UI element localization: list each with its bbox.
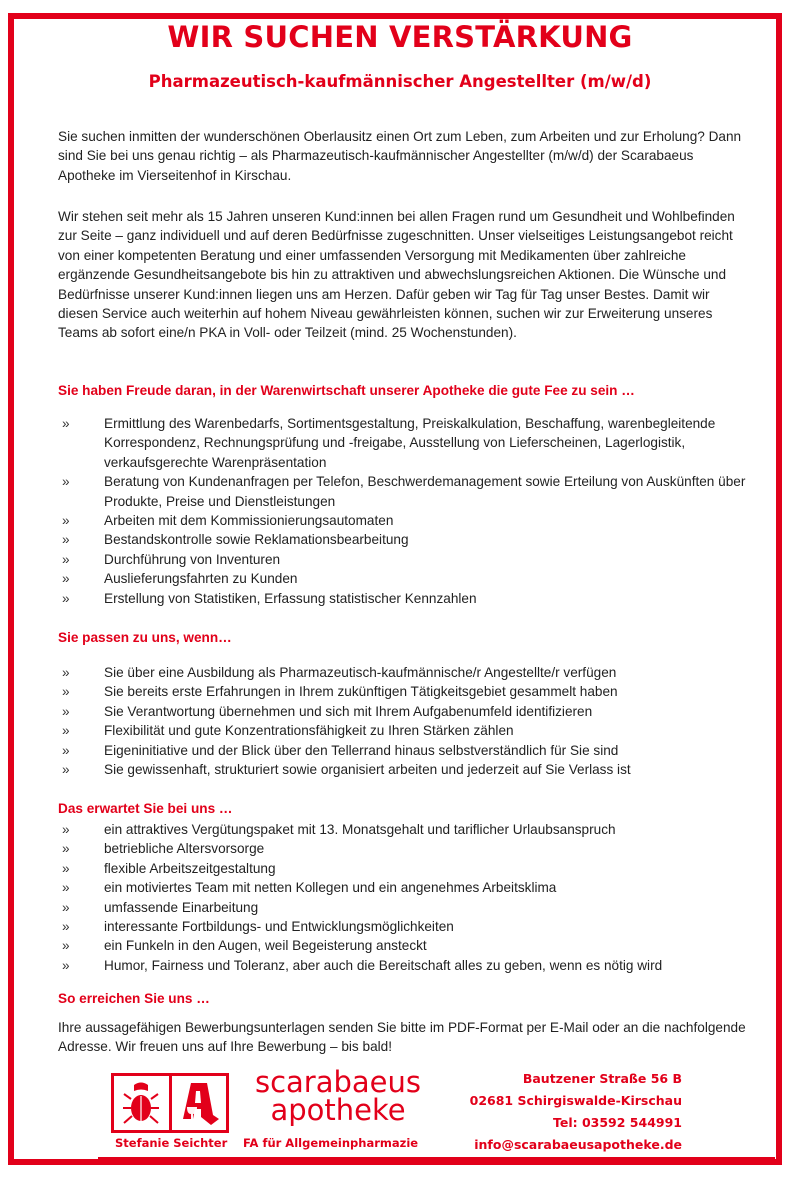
section-title-profile: Sie passen zu uns, wenn… (58, 630, 232, 645)
list-item: » Sie über eine Ausbildung als Pharmazeutisch-kaufmännische/r Angestellte/r verfügen (58, 663, 758, 682)
bullet-icon: » (62, 841, 70, 857)
bullet-icon: » (62, 899, 70, 915)
pharmacy-name: scarabaeus apotheke (254, 1065, 422, 1127)
pharmacy-logo (111, 1073, 229, 1133)
bullet-icon: » (62, 762, 70, 778)
list-item: » ein Funkeln in den Augen, weil Begeisterung ansteckt (58, 936, 758, 955)
bullet-icon: » (62, 938, 70, 954)
phone-number: Tel: 03592 544991 (552, 1115, 682, 1130)
bullet-icon: » (62, 513, 70, 529)
bullet-icon: » (62, 880, 70, 896)
apotheke-a-icon (169, 1076, 227, 1130)
tasks-list (58, 414, 758, 608)
bullet-icon: » (62, 703, 70, 719)
bullet-icon: » (62, 684, 70, 700)
list-item: » ein motiviertes Team mit netten Kollegen und ein angenehmes Arbeitsklima (58, 878, 758, 897)
bullet-icon: » (62, 723, 70, 739)
list-item: » Eigeninitiative und der Blick über den Tellerrand hinaus selbstverständlich für Sie sind (58, 741, 758, 760)
bullet-icon: » (62, 860, 70, 876)
footer-divider (98, 1157, 775, 1161)
list-item: » Sie Verantwortung übernehmen und sich mit Ihrem Aufgabenumfeld identifizieren (58, 702, 758, 721)
list-item: » Auslieferungsfahrten zu Kunden (58, 569, 758, 588)
list-item: » Erstellung von Statistiken, Erfassung statistischer Kennzahlen (58, 589, 758, 608)
list-item: » ein attraktives Vergütungspaket mit 13. Monatsgehalt und tariflicher Urlaubsanspruch (58, 820, 758, 839)
bullet-icon: » (62, 590, 70, 606)
intro-paragraph-1: Sie suchen inmitten der wunderschönen Oberlausitz einen Ort zum Leben, zum Arbeiten und zur Erholung? Dann sind Sie bei uns genau richtig – als Pharmazeutisch-kaufmännischer Angestellter (m/w/d) der Scarabaeus Apotheke im Vierseitenhof in Kirschau. (58, 129, 742, 183)
bullet-icon: » (62, 571, 70, 587)
section-title-tasks: Sie haben Freude daran, in der Warenwirtschaft unserer Apotheke die gute Fee zu sein … (58, 383, 635, 398)
contact-block (470, 1068, 682, 1156)
list-item: » Ermittlung des Warenbedarfs, Sortimentsgestaltung, Preiskalkulation, Beschaffung, warenbegleitende Korrespondenz, Rechnungsprüfung und -freigabe, Ausstellung von Lieferscheinen, Lagerlogistik, verkaufsgerechte Warenpräsentation (62, 416, 716, 470)
email-link[interactable]: info@scarabaeusapotheke.de (474, 1137, 682, 1152)
page-title: WIR SUCHEN VERSTÄRKUNG (167, 20, 633, 54)
owner-qualification: FA für Allgemeinpharmazie (243, 1136, 419, 1150)
bullet-icon: » (62, 957, 70, 973)
list-item: » interessante Fortbildungs- und Entwicklungsmöglichkeiten (58, 917, 758, 936)
list-item: » betriebliche Altersvorsorge (58, 839, 758, 858)
address-city: 02681 Schirgiswalde-Kirschau (469, 1093, 682, 1108)
bullet-icon: » (62, 474, 70, 490)
list-item: » Beratung von Kundenanfragen per Telefon, Beschwerdemanagement sowie Erteilung von Auskünften über Produkte, Preise und Dienstleistungen (62, 474, 746, 509)
list-item: » Sie gewissenhaft, strukturiert sowie organisiert arbeiten und jederzeit auf Sie Verlass ist (58, 760, 758, 779)
address-street: Bautzener Straße 56 B (522, 1071, 682, 1086)
job-title: Pharmazeutisch-kaufmännischer Angestellter (m/w/d) (148, 72, 652, 91)
bullet-icon: » (62, 551, 70, 567)
list-item: » Humor, Fairness und Toleranz, aber auch die Bereitschaft alles zu geben, wenn es nötig wird (58, 956, 758, 975)
list-item: » Durchführung von Inventuren (58, 550, 758, 569)
bullet-icon: » (62, 532, 70, 548)
bullet-icon: » (62, 742, 70, 758)
bullet-icon: » (62, 919, 70, 935)
list-item: » Bestandskontrolle sowie Reklamationsbearbeitung (58, 530, 758, 549)
section-title-offer: Das erwartet Sie bei uns … (58, 801, 233, 816)
list-item: » Flexibilität und gute Konzentrationsfähigkeit zu Ihren Stärken zählen (58, 721, 758, 740)
list-item: » Arbeiten mit dem Kommissionierungsautomaten (58, 511, 758, 530)
profile-list (58, 663, 758, 779)
contact-paragraph: Ihre aussagefähigen Bewerbungsunterlagen senden Sie bitte im PDF-Format per E-Mail oder an die nachfolgende Adresse. Wir freuen uns auf Ihre Bewerbung – bis bald! (58, 1020, 746, 1055)
bullet-icon: » (62, 416, 70, 431)
list-item: » flexible Arbeitszeitgestaltung (58, 859, 758, 878)
section-title-contact: So erreichen Sie uns … (58, 991, 210, 1006)
owner-name: Stefanie Seichter (115, 1136, 228, 1150)
bullet-icon: » (62, 822, 70, 837)
list-item: » umfassende Einarbeitung (58, 898, 758, 917)
list-item: » Sie bereits erste Erfahrungen in Ihrem zukünftigen Tätigkeitsgebiet gesammelt haben (58, 682, 758, 701)
scarab-beetle-icon (114, 1076, 169, 1130)
offer-list (58, 820, 758, 975)
intro-paragraph-2: Wir stehen seit mehr als 15 Jahren unseren Kund:innen bei allen Fragen rund um Gesundheit und Wohlbefinden zur Seite – ganz individuell und auf deren Bedürfnisse zugeschnitten. Unser vielseitiges Leistungsangebot reicht von einer kompetenten Beratung und einer umfassenden Versorgung mit Medikamenten über zahlreiche ergänzende Gesundheitsangebote bis hin zu attraktiven und abwechslungsreichen Aktionen. Die Wünsche und Bedürfnisse unserer Kund:innen liegen uns am Herzen. Dafür geben wir Tag für Tag unser Bestes. Damit wir diesen Service auch weiterhin auf hohem Niveau gewährleisten können, suchen wir zur Erweiterung unseres Teams ab sofort eine/n PKA in Voll- oder Teilzeit (mind. 25 Wochenstunden). (58, 209, 735, 341)
bullet-icon: » (62, 665, 70, 680)
